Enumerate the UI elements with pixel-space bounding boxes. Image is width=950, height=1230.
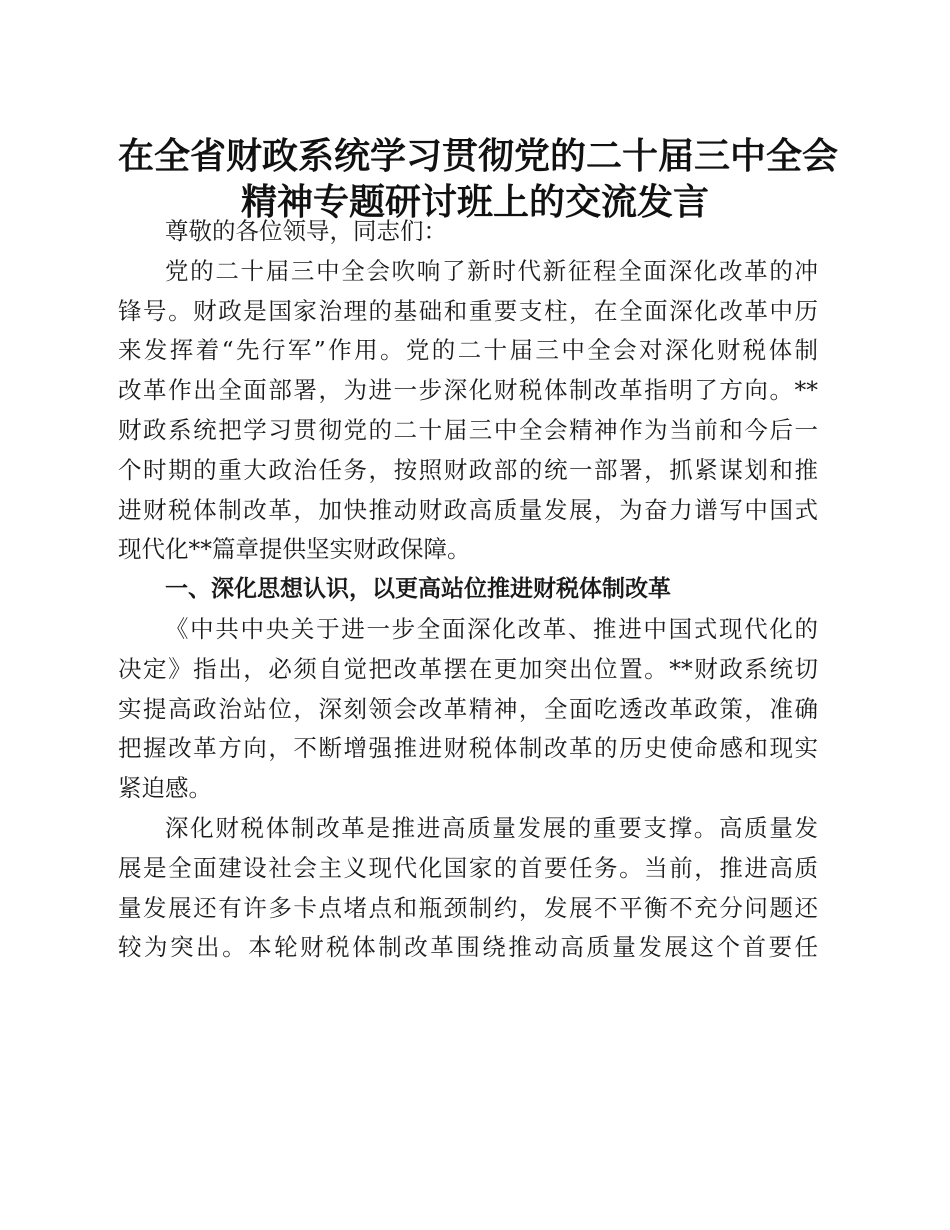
text-line: 改革作出全面部署，为进一步深化财税体制改革指明了方向。**: [118, 376, 818, 405]
text-line: 实提高政治站位，深刻领会改革精神，全面吃透改革政策，准确: [118, 694, 818, 723]
text-line: 量发展还有许多卡点堵点和瓶颈制约，发展不平衡不充分问题还: [118, 893, 818, 922]
title-line-2: 精神专题研讨班上的交流发言: [240, 181, 709, 223]
text-line: 展是全面建设社会主义现代化国家的首要任务。当前，推进高质: [118, 853, 818, 882]
text-line: 紧迫感。: [118, 774, 212, 803]
text-line: 把握改革方向，不断增强推进财税体制改革的历史使命感和现实: [118, 734, 818, 763]
text-line: 尊敬的各位领导，同志们：: [165, 217, 447, 245]
section-heading: 一、深化思想认识，以更高站位推进财税体制改革: [165, 576, 671, 603]
title-line-1: 在全省财政系统学习贯彻党的二十届三中全会: [118, 135, 839, 177]
text-line: 深化财税体制改革是推进高质量发展的重要支撑。高质量发: [165, 813, 818, 842]
text-line: 党的二十届三中全会吹响了新时代新征程全面深化改革的冲: [165, 256, 818, 285]
text-line: 来发挥着“先行军”作用。党的二十届三中全会对深化财税体制: [118, 336, 818, 365]
text-line: 锋号。财政是国家治理的基础和重要支柱，在全面深化改革中历: [118, 296, 818, 325]
text-line: 现代化**篇章提供坚实财政保障。: [118, 535, 471, 564]
text-line: 决定》指出，必须自觉把改革摆在更加突出位置。**财政系统切: [118, 654, 818, 683]
text-line: 《中共中央关于进一步全面深化改革、推进中国式现代化的: [165, 614, 818, 643]
text-line: 个时期的重大政治任务，按照财政部的统一部署，抓紧谋划和推: [118, 455, 818, 484]
text-line: 进财税体制改革，加快推动财政高质量发展，为奋力谱写中国式: [118, 495, 818, 524]
text-line: 较为突出。本轮财税体制改革围绕推动高质量发展这个首要任: [118, 933, 818, 962]
text-line: 财政系统把学习贯彻党的二十届三中全会精神作为当前和今后一: [118, 415, 818, 444]
document-body: [118, 212, 818, 968]
